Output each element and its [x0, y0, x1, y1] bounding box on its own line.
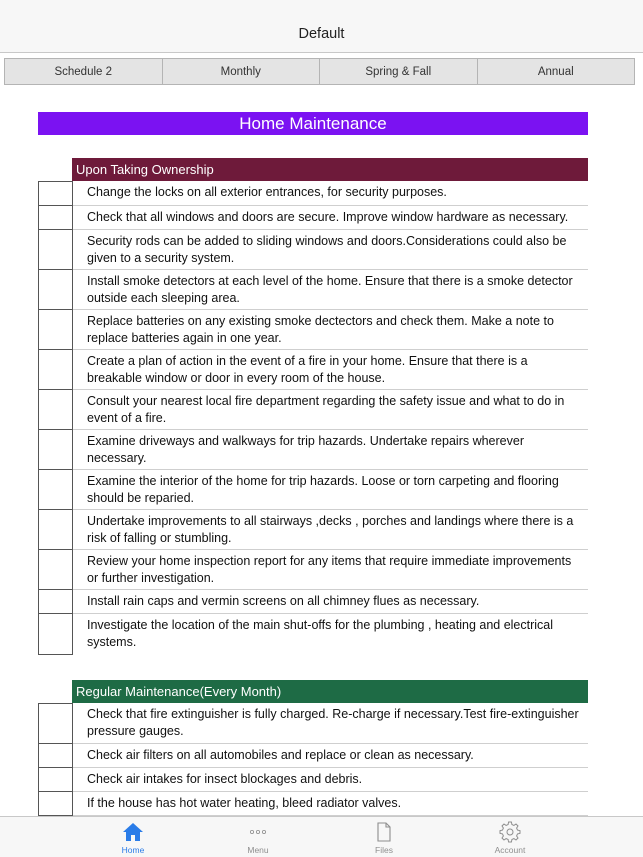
task-row [38, 230, 588, 270]
task-checkbox[interactable] [38, 590, 73, 614]
title-bar [0, 0, 643, 53]
task-text: Check that fire extinguisher is fully charged. Re-charge if necessary.Test fire-extinguisher pressure gauges. [73, 703, 588, 744]
tabbar-menu[interactable] [208, 817, 308, 857]
task-row [38, 768, 588, 792]
task-checkbox[interactable] [38, 270, 73, 310]
tabbar-label: Menu [247, 845, 269, 855]
task-text: Security rods can be added to sliding windows and doors.Considerations could also be given to a security system. [73, 230, 588, 270]
task-checkbox[interactable] [38, 768, 73, 792]
task-text: Create a plan of action in the event of a fire in your home. Ensure that there is a breakable window or door in every room of the house. [73, 350, 588, 390]
task-row [38, 510, 588, 550]
task-row [38, 390, 588, 430]
task-text: Investigate the location of the main shut-offs for the plumbing , heating and electrical systems. [87, 618, 554, 649]
task-checkbox[interactable] [38, 430, 73, 470]
task-text: Check that all windows and doors are secure. Improve window hardware as necessary. [73, 206, 588, 230]
task-row [38, 181, 588, 206]
tab-spring-fall[interactable]: Spring & Fall [320, 58, 478, 85]
task-text: Change the locks on all exterior entrances, for security purposes. [73, 181, 588, 206]
task-row [38, 703, 588, 744]
home-icon [122, 821, 144, 843]
section-header-ownership: Upon Taking Ownership [72, 158, 588, 181]
tabbar-label: Home [121, 845, 145, 855]
task-row [38, 614, 588, 655]
tabbar-label: Account [494, 845, 526, 855]
task-text: Examine the interior of the home for trip hazards. Loose or torn carpeting and flooring should be reparied. [73, 470, 588, 510]
task-row [38, 792, 588, 816]
task-checkbox[interactable] [38, 206, 73, 230]
task-text: Install rain caps and vermin screens on all chimney flues as necessary. [73, 590, 588, 614]
tab-monthly[interactable]: Monthly [163, 58, 321, 85]
schedule-tabs [4, 58, 635, 85]
task-text: If the house has hot water heating, bleed radiator valves. [73, 792, 588, 816]
task-text: Check air filters on all automobiles and replace or clean as necessary. [73, 744, 588, 768]
task-checkbox[interactable] [38, 792, 73, 816]
tab-annual[interactable]: Annual [478, 58, 636, 85]
gear-icon [499, 821, 521, 843]
task-text: Check air intakes for insect blockages and debris. [73, 768, 588, 792]
page-title: Default [298, 26, 345, 42]
task-row [38, 550, 588, 590]
task-checkbox[interactable] [38, 703, 73, 744]
task-text: Undertake improvements to all stairways ,decks , porches and landings where there is a risk of falling or stumbling. [73, 510, 588, 550]
task-text: Install smoke detectors at each level of the home. Ensure that there is a smoke detector outside each sleeping area. [73, 270, 588, 310]
tabbar-account[interactable] [460, 817, 560, 857]
task-text: Replace batteries on any existing smoke dectectors and check them. Make a note to replace batteries again in one year. [73, 310, 588, 350]
task-row [38, 430, 588, 470]
task-row [38, 270, 588, 310]
task-row [38, 206, 588, 230]
section-header-monthly: Regular Maintenance(Every Month) [72, 680, 588, 703]
task-checkbox[interactable] [38, 310, 73, 350]
bottom-tab-bar [0, 816, 643, 857]
task-row [38, 350, 588, 390]
task-checkbox[interactable] [38, 181, 73, 206]
task-row [38, 470, 588, 510]
tab-schedule-2[interactable]: Schedule 2 [4, 58, 163, 85]
tabbar-home[interactable] [83, 817, 183, 857]
task-checkbox[interactable] [38, 230, 73, 270]
tabbar-files[interactable] [334, 817, 434, 857]
tabbar-label: Files [375, 845, 393, 855]
task-checkbox[interactable] [38, 744, 73, 768]
task-checkbox[interactable] [38, 350, 73, 390]
task-checkbox[interactable] [38, 614, 73, 655]
task-row [38, 310, 588, 350]
task-row [38, 744, 588, 768]
home-maintenance-heading: Home Maintenance [38, 112, 588, 135]
task-checkbox[interactable] [38, 550, 73, 590]
task-checkbox[interactable] [38, 510, 73, 550]
task-checkbox[interactable] [38, 470, 73, 510]
task-list-monthly [38, 703, 588, 816]
task-text: Consult your nearest local fire department regarding the safety issue and what to do in event of a fire. [73, 390, 588, 430]
task-text: Examine driveways and walkways for trip hazards. Undertake repairs wherever necessary. [73, 430, 588, 470]
task-text: Review your home inspection report for any items that require immediate improvements or further investigation. [73, 550, 588, 590]
task-checkbox[interactable] [38, 390, 73, 430]
task-list-ownership [38, 181, 588, 655]
more-icon [247, 821, 269, 843]
file-icon [373, 821, 395, 843]
task-row [38, 590, 588, 614]
